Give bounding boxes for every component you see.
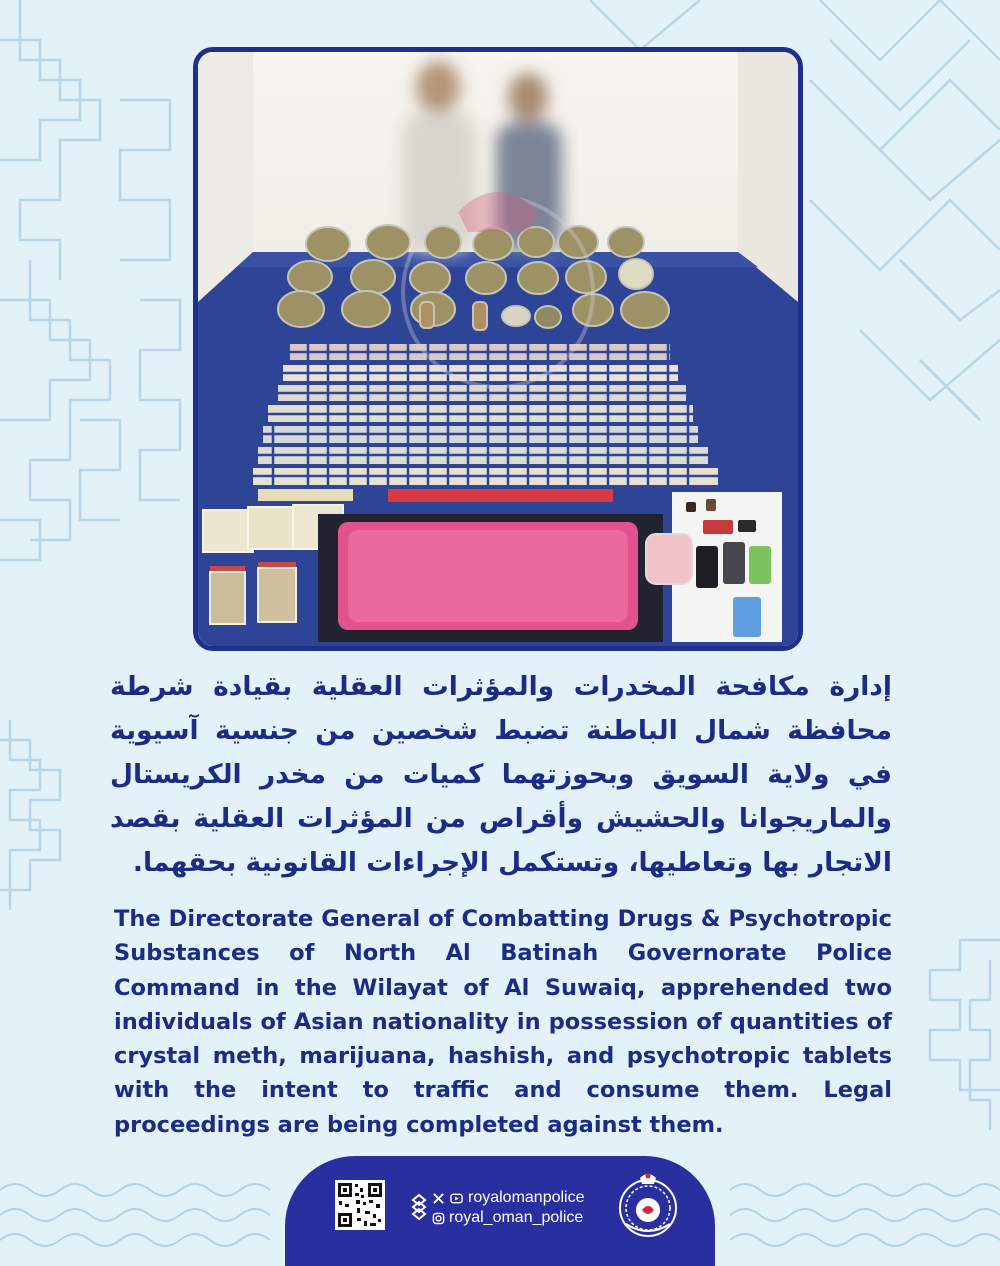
social-handle-instagram[interactable]: royal_oman_police — [449, 1209, 584, 1226]
headline-arabic: إدارة مكافحة المخدرات والمؤثرات العقلية بقيادة شرطة محافظة شمال الباطنة تضبط شخصين من جنسية آسيوية في ولاية السويق وبحوزتهما كميات من مخدر الكريستال والماريجوانا والحشيش وأقراص من المؤثرات العقلية بقصد الاتجار بها وتعاطيها، وتستكمل الإجراءات القانونية بحقهما. — [110, 671, 892, 878]
pink-tablets — [318, 514, 663, 642]
snapchat-icon[interactable] — [410, 1193, 428, 1221]
x-icon[interactable] — [432, 1192, 445, 1205]
qr-code-icon[interactable] — [335, 1180, 385, 1230]
social-handle-primary[interactable]: royalomanpolice — [468, 1189, 585, 1206]
youtube-icon[interactable] — [449, 1192, 464, 1205]
police-emblem-icon — [612, 1168, 684, 1240]
evidence-photo — [193, 47, 803, 651]
instagram-icon[interactable] — [432, 1212, 445, 1225]
body-english: The Directorate General of Combatting Drugs & Psychotropic Substances of North Al Batinah Governorate Police Command in the Wilayat of Al Suwaiq, apprehended two individuals of Asian nationality in possession of quantities of crystal meth, marijuana, hashish, and psychotropic tablets with the intent to traffic and consume them. Legal proceedings are being completed against them. — [114, 906, 892, 1138]
